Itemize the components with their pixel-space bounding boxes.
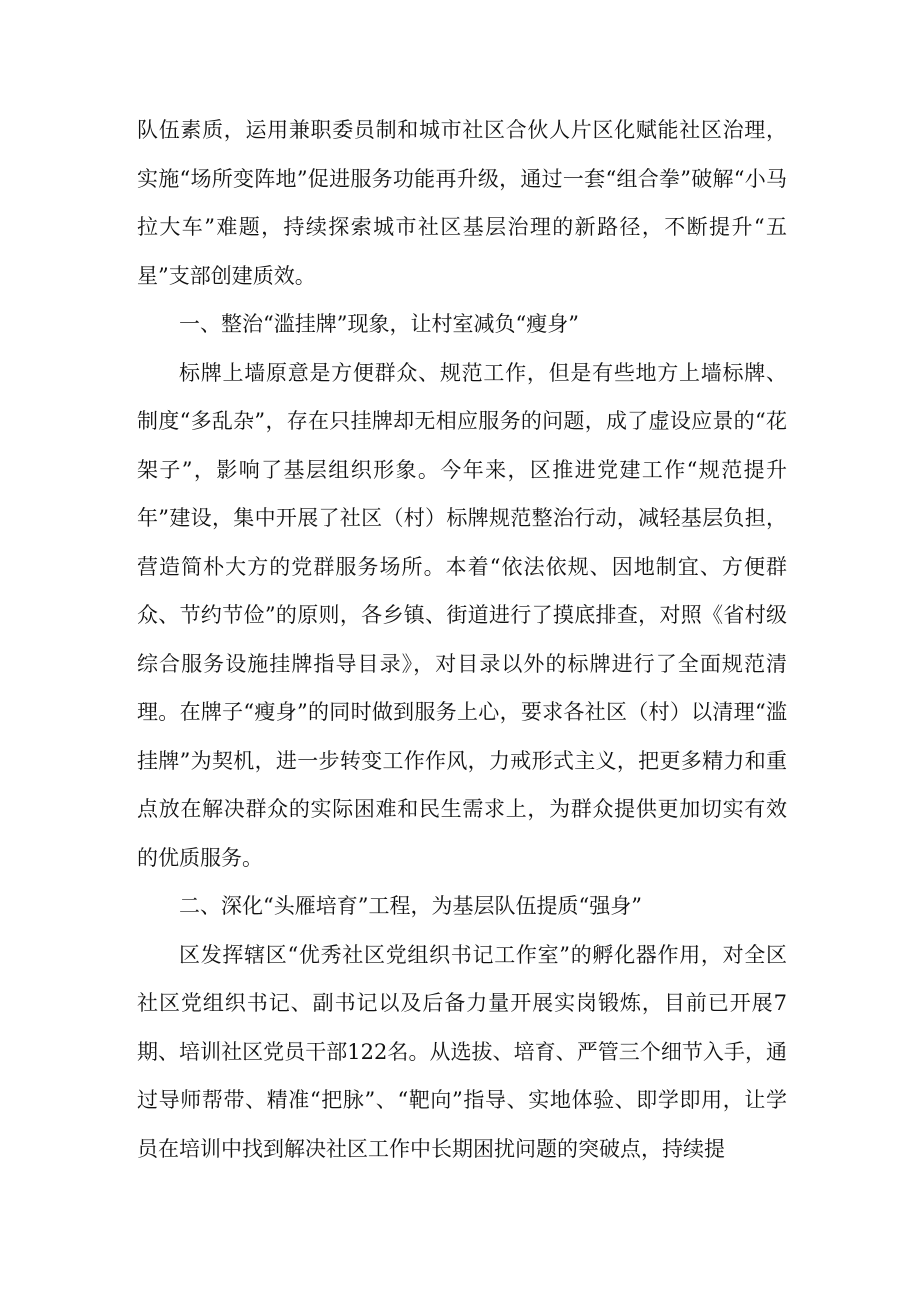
document-body — [137, 106, 787, 1173]
paragraph-section-2: 区发挥辖区“优秀社区党组织书记工作室”的孵化器作用，对全区社区党组织书记、副书记以及后备力量开展实岗锻炼，目前已开展7期、培训社区党员干部122名。从选拔、培育、严管三个细节入手，通过导师帮带、精准“把脉”、“靶向”指导、实地体验、即学即用，让学员在培训中找到解决社区工作中长期困扰问题的突破点，持续提 — [137, 942, 787, 1161]
section-heading-2: 二、深化“头雁培育”工程，为基层队伍提质“强身” — [179, 894, 642, 918]
section-heading-1: 一、整治“滥挂牌”现象，让村室减负“瘦身” — [179, 312, 579, 336]
paragraph-section-1: 标牌上墙原意是方便群众、规范工作，但是有些地方上墙标牌、制度“多乱杂”，存在只挂牌却无相应服务的问题，成了虚设应景的“花架子”，影响了基层组织形象。今年来，区推进党建工作“规范提升年”建设，集中开展了社区（村）标牌规范整治行动，减轻基层负担，营造简朴大方的党群服务场所。本着“依法依规、因地制宜、方便群众、节约节俭”的原则，各乡镇、街道进行了摸底排查，对照《省村级综合服务设施挂牌指导目录》，对目录以外的标牌进行了全面规范清理。在牌子“瘦身”的同时做到服务上心，要求各社区（村）以清理“滥挂牌”为契机，进一步转变工作作风，力戒形式主义，把更多精力和重点放在解决群众的实际困难和民生需求上，为群众提供更加切实有效的优质服务。 — [137, 360, 787, 870]
paragraph-continuation: 队伍素质，运用兼职委员制和城市社区合伙人片区化赋能社区治理，实施“场所变阵地”促进服务功能再升级，通过一套“组合拳”破解“小马拉大车”难题，持续探索城市社区基层治理的新路径，不断提升“五星”支部创建质效。 — [137, 118, 787, 288]
